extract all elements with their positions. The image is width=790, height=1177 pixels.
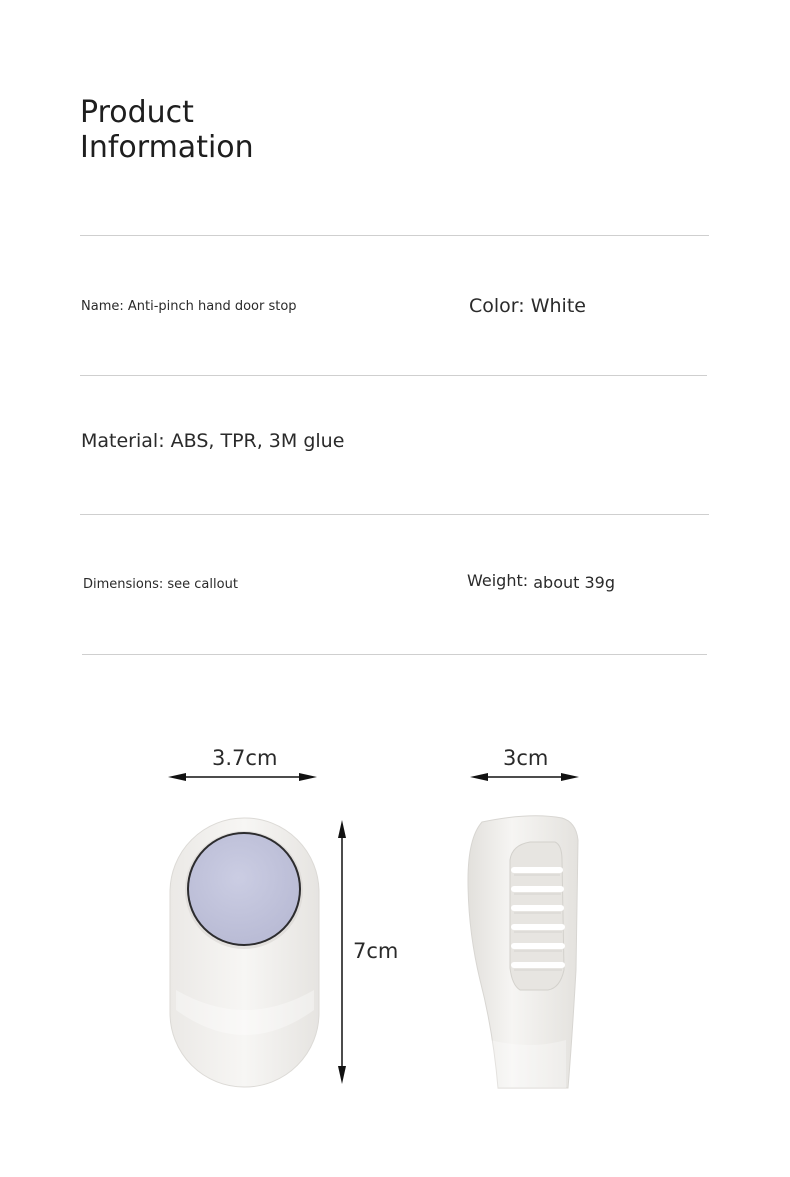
- page-title-line2: Information: [80, 130, 254, 165]
- spec-weight-label: Weight:: [467, 571, 529, 590]
- door-stop-side-view: [468, 816, 578, 1088]
- width-arrow-side: [470, 773, 579, 781]
- dimension-height: 7cm: [353, 939, 399, 963]
- height-arrow: [338, 820, 346, 1084]
- page-title-line1: Product: [80, 95, 194, 130]
- dimension-front-width: 3.7cm: [212, 746, 278, 770]
- spec-weight-value: about 39g: [533, 573, 615, 592]
- spec-name: Name: Anti-pinch hand door stop: [81, 299, 297, 314]
- width-arrow-front: [168, 773, 317, 781]
- spec-dimensions: Dimensions: see callout: [83, 577, 238, 592]
- door-stop-front-view: [170, 818, 319, 1087]
- spec-material: Material: ABS, TPR, 3M glue: [81, 430, 345, 452]
- spec-color: Color: White: [469, 295, 586, 317]
- dimension-side-width: 3cm: [503, 746, 549, 770]
